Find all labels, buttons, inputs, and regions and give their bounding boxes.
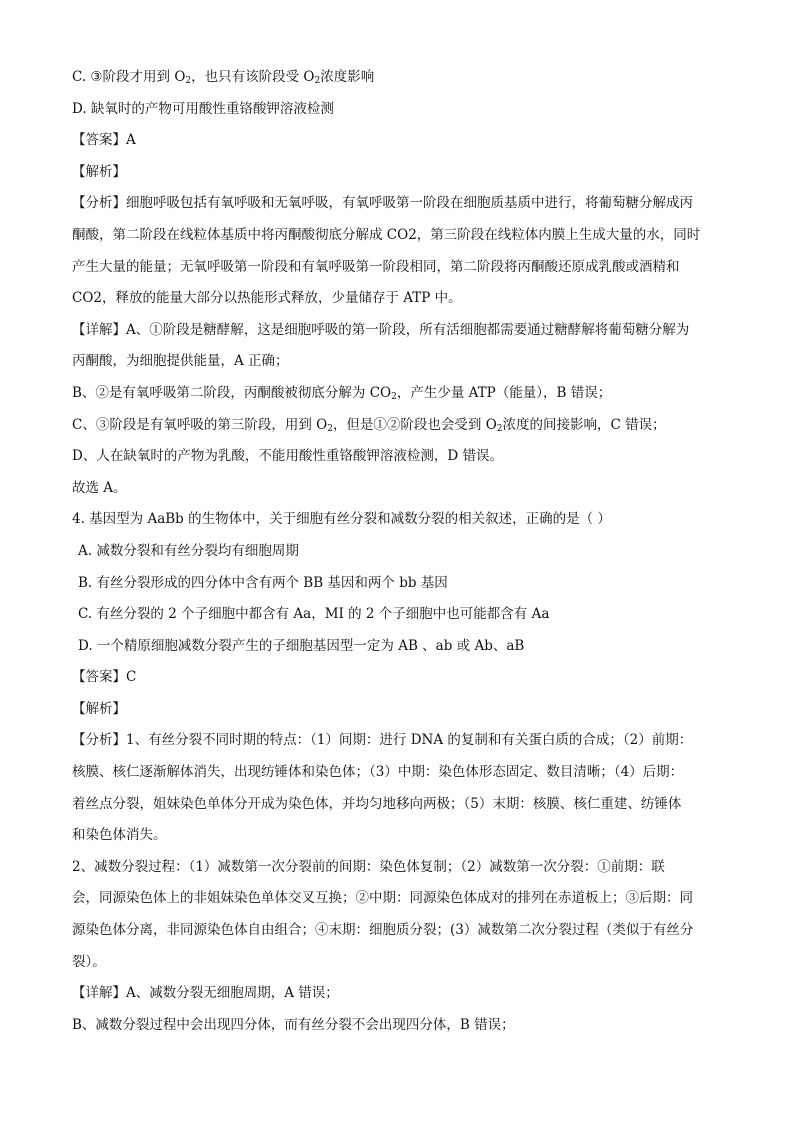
q4-analysis-line: 源染色体分离，非同源染色体自由组合；④末期：细胞质分裂；(3）减数第二次分裂过程（类似于有丝分 bbox=[72, 922, 694, 939]
q4-analysis-line: 着丝点分裂，姐妹染色单体分开成为染色体，并均匀地移向两极；（5）末期：核膜、核仁重建、纺锤体 bbox=[72, 795, 682, 812]
q3-analysis-line: 产生大量的能量；无氧呼吸第一阶段和有氧呼吸第一阶段相同，第二阶段将丙酮酸还原成乳酸或酒精和 bbox=[72, 258, 680, 275]
q4-option-d: D. 一个精原细胞减数分裂产生的子细胞基因型一定为 AB 、ab 或 Ab、aB bbox=[78, 637, 525, 654]
document-content bbox=[72, 62, 724, 1041]
q4-analysis-line: 裂）。 bbox=[72, 953, 106, 970]
q3-detail-d: D、人在缺氧时的产物为乳酸，不能用酸性重铬酸钾溶液检测，D 错误。 bbox=[72, 448, 503, 465]
q4-option-c: C. 有丝分裂的 2 个子细胞中都含有 Aa，MI 的 2 个子细胞中也可能都含有 Aa bbox=[78, 606, 550, 623]
q4-analysis-line: 会，同源染色体上的非姐妹染色单体交叉互换；②中期：同源染色体成对的排列在赤道板上；③后期：同 bbox=[72, 890, 693, 907]
q3-option-c: C. ③阶段才用到 $O_2$，也只有该阶段受 $O_2$浓度影响 bbox=[72, 69, 375, 86]
q3-detail-line: 丙酮酸，为细胞提供能量，A 正确； bbox=[72, 353, 289, 370]
q4-detail-line: 【详解】A、减数分裂无细胞周期，A 错误； bbox=[72, 985, 339, 1002]
q4-stem: 4. 基因型为 AaBb 的生物体中，关于细胞有丝分裂和减数分裂的相关叙述，正确的是（ ） bbox=[72, 511, 611, 528]
q4-answer: 【答案】C bbox=[72, 669, 137, 686]
q4-option-a: A. 减数分裂和有丝分裂均有细胞周期 bbox=[78, 542, 299, 559]
q3-detail-b: B、②是有氧呼吸第二阶段，丙酮酸被彻底分解为 $CO_2$，产生少量 ATP（能量），B 错误； bbox=[72, 384, 612, 402]
q3-analysis-line: 【分析】细胞呼吸包括有氧呼吸和无氧呼吸，有氧呼吸第一阶段在细胞质基质中进行，将葡萄糖分解成丙 bbox=[72, 195, 693, 212]
q3-analysis-line: 酮酸，第二阶段在线粒体基质中将丙酮酸彻底分解成 CO2，第三阶段在线粒体内膜上生成大量的水，同时 bbox=[72, 226, 701, 243]
q4-analysis-line: 和染色体消失。 bbox=[72, 827, 167, 844]
q4-option-b: B. 有丝分裂形成的四分体中含有两个 BB 基因和两个 bb 基因 bbox=[78, 574, 448, 591]
q3-detail-line: 【详解】A、①阶段是糖酵解，这是细胞呼吸的第一阶段，所有活细胞都需要通过糖酵解将葡萄糖分解为 bbox=[72, 321, 690, 338]
q3-analysis-heading: 【解析】 bbox=[72, 163, 126, 180]
q3-conclusion: 故选 A。 bbox=[72, 479, 127, 496]
q4-analysis-heading: 【解析】 bbox=[72, 700, 126, 717]
q4-analysis-line: 2、减数分裂过程：（1）减数第一次分裂前的间期：染色体复制；（2）减数第一次分裂：①前期：联 bbox=[72, 858, 665, 875]
q3-option-d: D. 缺氧时的产物可用酸性重铬酸钾溶液检测 bbox=[72, 100, 334, 117]
q3-answer: 【答案】A bbox=[72, 132, 136, 149]
q4-detail-line: B、减数分裂过程中会出现四分体，而有丝分裂不会出现四分体，B 错误； bbox=[72, 1016, 515, 1033]
q4-analysis-line: 核膜、核仁逐渐解体消失，出现纺锤体和染色体；（3）中期：染色体形态固定、数目清晰；（4）后期： bbox=[72, 764, 684, 781]
q3-detail-c: C、③阶段是有氧呼吸的第三阶段，用到 $O_2$，但是①②阶段也会受到 $O_2$浓度的间接影响，C 错误； bbox=[72, 416, 666, 434]
q3-analysis-line: CO2，释放的能量大部分以热能形式释放，少量储存于 ATP 中。 bbox=[72, 290, 462, 307]
q4-analysis-line: 【分析】1、有丝分裂不同时期的特点：（1）间期：进行 DNA 的复制和有关蛋白质的合成；（2）前期： bbox=[72, 732, 693, 749]
